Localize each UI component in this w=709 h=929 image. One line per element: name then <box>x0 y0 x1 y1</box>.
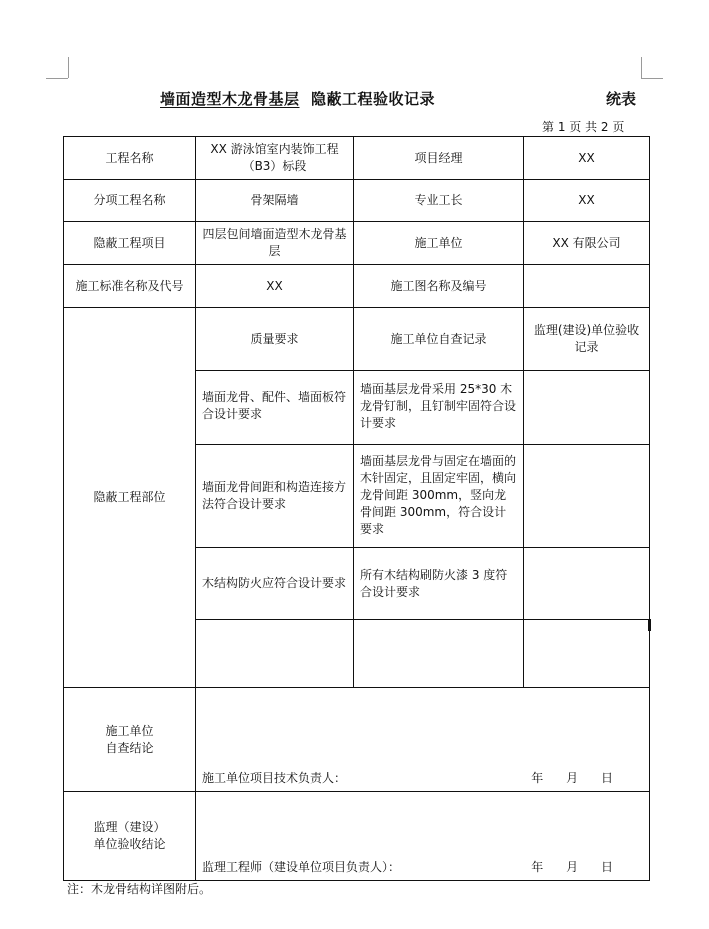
contractor-conclusion-label <box>64 688 196 792</box>
requirement-cell: 墙面龙骨间距和构造连接方法符合设计要求 <box>196 445 354 548</box>
project-name-label: 工程名称 <box>64 137 196 180</box>
drawing-value <box>524 265 650 308</box>
supervision-cell <box>524 620 650 688</box>
requirement-cell: 木结构防火应符合设计要求 <box>196 548 354 620</box>
column-header-self-check: 施工单位自查记录 <box>354 308 524 371</box>
title-rest: 隐蔽工程验收记录 <box>310 90 435 108</box>
acceptance-record-table <box>63 136 650 881</box>
project-manager-value: XX <box>524 137 650 180</box>
column-header-supervision: 监理(建设)单位验收记录 <box>524 308 650 371</box>
crop-mark-top-right-v <box>641 57 642 78</box>
standard-value: XX <box>196 265 354 308</box>
subproject-value: 骨架隔墙 <box>196 180 354 222</box>
subproject-label: 分项工程名称 <box>64 180 196 222</box>
self-check-cell: 所有木结构刷防火漆 3 度符合设计要求 <box>354 548 524 620</box>
drawing-label: 施工图名称及编号 <box>354 265 524 308</box>
contractor-label: 施工单位 <box>354 222 524 265</box>
inspection-section-label: 隐蔽工程部位 <box>64 308 196 688</box>
requirement-cell <box>196 620 354 688</box>
crop-mark-top-left-v <box>68 57 69 78</box>
column-header-requirement: 质量要求 <box>196 308 354 371</box>
foreman-label: 专业工长 <box>354 180 524 222</box>
footer-note: 注：木龙骨结构详图附后。 <box>67 882 212 896</box>
supervision-conclusion-label-line2: 单位验收结论 <box>93 837 166 851</box>
crop-mark-top-left-h <box>46 78 68 79</box>
supervision-conclusion-label <box>64 792 196 881</box>
title-underlined: 墙面造型木龙骨基层 <box>160 90 300 108</box>
standard-label: 施工标准名称及代号 <box>64 265 196 308</box>
supervision-cell <box>524 445 650 548</box>
hidden-item-value: 四层包间墙面造型木龙骨基层 <box>196 222 354 265</box>
contractor-conclusion-area <box>196 688 650 792</box>
supervision-cell <box>524 371 650 445</box>
text-cursor-marker <box>648 619 651 631</box>
requirement-cell: 墙面龙骨、配件、墙面板符合设计要求 <box>196 371 354 445</box>
contractor-value: XX 有限公司 <box>524 222 650 265</box>
self-check-cell <box>354 620 524 688</box>
document-title <box>160 88 435 109</box>
supervision-sign-date: 年 月 日 <box>531 860 613 874</box>
crop-mark-top-right-h <box>641 78 663 79</box>
supervision-cell <box>524 548 650 620</box>
supervision-conclusion-area <box>196 792 650 881</box>
contractor-signature-label: 施工单位项目技术负责人： <box>202 771 347 785</box>
self-check-cell: 墙面基层龙骨采用 25*30 木龙骨钉制，且钉制牢固符合设计要求 <box>354 371 524 445</box>
supervision-conclusion-label-line1: 监理（建设） <box>93 820 166 834</box>
contractor-sign-date: 年 月 日 <box>531 771 613 785</box>
self-check-cell: 墙面基层龙骨与固定在墙面的木针固定，且固定牢固，横向龙骨间距 300mm，竖向龙骨间距 300mm，符合设计要求 <box>354 445 524 548</box>
foreman-value: XX <box>524 180 650 222</box>
hidden-item-label: 隐蔽工程项目 <box>64 222 196 265</box>
form-type: 统表 <box>606 90 637 108</box>
contractor-conclusion-label-line1: 施工单位 <box>105 723 154 738</box>
project-manager-label: 项目经理 <box>354 137 524 180</box>
contractor-conclusion-label-line2: 自查结论 <box>105 740 154 755</box>
page-info: 第 1 页 共 2 页 <box>542 120 625 134</box>
project-name-value: XX 游泳馆室内装饰工程（B3）标段 <box>196 137 354 180</box>
supervision-signature-label: 监理工程师（建设单位项目负责人）： <box>202 860 401 874</box>
